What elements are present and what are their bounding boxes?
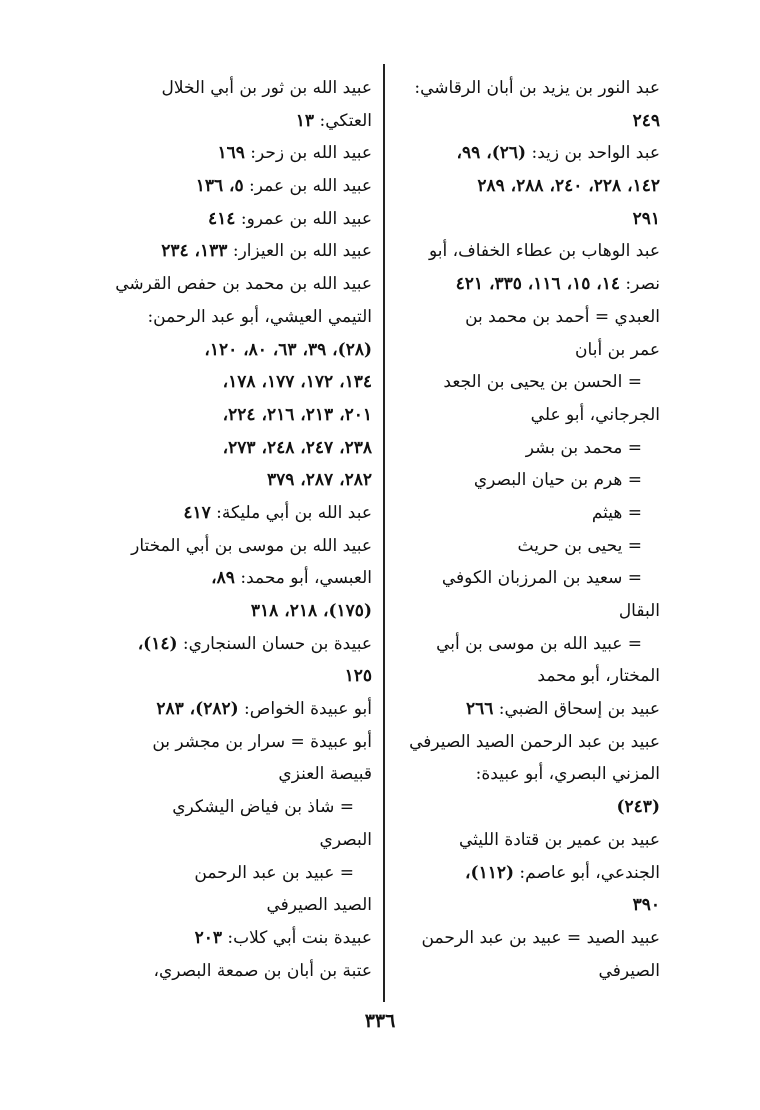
index-entry-line — [100, 366, 372, 399]
index-entry-line — [396, 889, 660, 922]
entry-page-refs: ١٤، ١٥، ١١٦، ٣٣٥، ٤٢١ — [455, 274, 620, 295]
index-entry-line — [100, 660, 372, 693]
entry-text: = سعيد بن المرزبان الكوفي — [441, 568, 642, 589]
index-entry-line — [100, 268, 372, 301]
index-entry-line — [100, 235, 372, 268]
entry-text: = شاذ بن فياض اليشكري — [172, 797, 354, 818]
entry-page-refs: (٢٨٢)، ٢٨٣ — [156, 699, 239, 720]
index-entry-line — [100, 922, 372, 955]
index-entry-line — [396, 203, 660, 236]
entry-page-refs: (١١٢)، — [465, 862, 515, 883]
index-entry-line — [100, 562, 372, 595]
index-entry-line — [100, 399, 372, 432]
index-entry-line — [396, 628, 660, 661]
index-entry-line — [100, 105, 372, 138]
entry-text: عبيد الصيد = عبيد بن عبد الرحمن — [421, 927, 660, 948]
entry-page-refs: ٤١٧ — [183, 502, 211, 523]
index-entry-line — [100, 497, 372, 530]
index-entry-line — [396, 955, 660, 988]
column-divider — [383, 64, 385, 1002]
entry-text: عمر بن أبان — [575, 339, 660, 360]
entry-page-refs: ٢٤٩ — [632, 110, 660, 131]
entry-text: = الحسن بن يحيى بن الجعد — [443, 372, 642, 393]
entry-text: العتكي: — [314, 110, 372, 131]
index-entry-line — [100, 137, 372, 170]
page-number: ٣٣٦ — [364, 1010, 396, 1032]
index-entry-line — [396, 922, 660, 955]
entry-text: عبد الله بن أبي مليكة: — [210, 502, 372, 523]
index-entry-line — [396, 497, 660, 530]
entry-page-refs: ٢٨٢، ٢٨٧، ٣٧٩ — [266, 470, 372, 491]
index-entry-line — [100, 464, 372, 497]
index-entry-line — [100, 857, 372, 890]
entry-text: عبيدة بنت أبي كلاب: — [222, 927, 372, 948]
entry-text: = هيثم — [591, 502, 642, 523]
index-entry-line — [100, 530, 372, 563]
entry-text: عبيد الله بن محمد بن حفص القرشي — [115, 274, 372, 295]
index-entry-line — [100, 203, 372, 236]
entry-text: عتبة بن أبان بن صمعة البصري، — [153, 960, 372, 981]
entry-text: عبد الواحد بن زيد: — [526, 143, 660, 164]
entry-text: التيمي العيشي، أبو عبد الرحمن: — [147, 306, 372, 327]
entry-text: = عبيد الله بن موسى بن أبي — [436, 633, 642, 654]
entry-text: البصري — [319, 829, 372, 850]
index-entry-line — [100, 595, 372, 628]
index-entry-line — [100, 301, 372, 334]
index-entry-line — [396, 72, 660, 105]
entry-page-refs: ٢٠١، ٢١٣، ٢١٦، ٢٢٤، — [222, 404, 372, 425]
entry-page-refs: ٢٩١ — [632, 208, 660, 229]
entry-text: عبد الوهاب بن عطاء الخفاف، أبو — [429, 241, 660, 262]
index-entry-line — [396, 334, 660, 367]
index-entry-line — [396, 301, 660, 334]
entry-text: = يحيى بن حريث — [517, 535, 642, 556]
entry-page-refs: ٣٩٠ — [632, 895, 660, 916]
index-entry-line — [396, 235, 660, 268]
index-entry-line — [100, 72, 372, 105]
index-entry-line — [100, 334, 372, 367]
index-entry-line — [100, 758, 372, 791]
index-entry-line — [396, 366, 660, 399]
index-entry-line — [396, 562, 660, 595]
index-entry-line — [100, 628, 372, 661]
entry-text: الجندعي، أبو عاصم: — [514, 862, 660, 883]
entry-text: قبيصة العنزي — [278, 764, 372, 785]
entry-text: الجرجاني، أبو علي — [530, 404, 660, 425]
entry-page-refs: ٨٩، — [211, 568, 235, 589]
entry-text: عبيد الله بن ثور بن أبي الخلال — [161, 78, 372, 98]
entry-text: الصيرفي — [598, 960, 660, 981]
entry-text: = محمد بن بشر — [525, 437, 642, 458]
index-entry-line — [396, 399, 660, 432]
index-entry-line — [396, 105, 660, 138]
index-entry-line — [396, 137, 660, 170]
index-entry-line — [100, 170, 372, 203]
entry-text: المزني البصري، أبو عبيدة: — [475, 764, 660, 785]
entry-page-refs: ١٣٣، ٢٣٤ — [161, 241, 228, 262]
entry-page-refs: ١٢٥ — [344, 666, 372, 687]
entry-page-refs: (٢٦)، ٩٩، — [456, 143, 527, 164]
index-entry-line — [396, 170, 660, 203]
entry-text: عبيد الله بن العيزار: — [227, 241, 372, 262]
entry-text: البقال — [618, 601, 660, 621]
entry-text: نصر: — [620, 274, 660, 295]
index-entry-line — [396, 857, 660, 890]
index-entry-line — [396, 693, 660, 726]
entry-page-refs: ١٦٩ — [217, 143, 245, 164]
index-entry-line — [100, 791, 372, 824]
index-entry-line — [100, 955, 372, 988]
entry-text: = عبيد بن عبد الرحمن — [194, 862, 354, 883]
index-entry-line — [396, 660, 660, 693]
entry-page-refs: ٤١٤ — [208, 208, 236, 229]
entry-text: عبد النور بن يزيد بن أبان الرقاشي: — [414, 78, 660, 98]
index-column-left — [100, 72, 372, 987]
entry-page-refs: (١٤)، — [137, 633, 178, 654]
index-entry-line — [396, 464, 660, 497]
index-entry-line — [100, 432, 372, 465]
index-entry-line — [396, 758, 660, 791]
entry-page-refs: (١٧٥)، ٢١٨، ٣١٨ — [250, 601, 372, 621]
entry-text: عبيد بن إسحاق الضبي: — [493, 699, 660, 720]
index-entry-line — [396, 595, 660, 628]
entry-text: الصيد الصيرفي — [266, 895, 372, 916]
entry-text: = هرم بن حيان البصري — [473, 470, 642, 491]
entry-text: أبو عبيدة = سرار بن مجشر بن — [152, 731, 372, 752]
index-entry-line — [100, 726, 372, 759]
entry-text: عبيد الله بن موسى بن أبي المختار — [131, 535, 372, 556]
entry-text: عبيد الله بن عمر: — [243, 176, 372, 197]
entry-text: العبدي = أحمد بن محمد بن — [465, 306, 660, 327]
entry-text: العبسي، أبو محمد: — [234, 568, 372, 589]
entry-text: أبو عبيدة الخواص: — [238, 699, 372, 720]
entry-page-refs: ١٣ — [295, 110, 315, 131]
index-entry-line — [396, 791, 660, 824]
entry-page-refs: ٢٣٨، ٢٤٧، ٢٤٨، ٢٧٣، — [222, 437, 372, 458]
entry-page-refs: ١٣٤، ١٧٢، ١٧٧، ١٧٨، — [222, 372, 372, 393]
entry-page-refs: (٢٨)، ٣٩، ٦٣، ٨٠، ١٢٠، — [204, 339, 372, 360]
index-entry-line — [396, 268, 660, 301]
index-entry-line — [396, 824, 660, 857]
entry-page-refs: ٢٦٦ — [465, 699, 494, 720]
entry-text: عبيد بن عبد الرحمن الصيد الصيرفي — [409, 731, 660, 752]
entry-text: عبيد الله بن زحر: — [244, 143, 372, 164]
entry-text: عبيد الله بن عمرو: — [235, 208, 372, 229]
index-entry-line — [100, 889, 372, 922]
entry-text: عبيد بن عمير بن قتادة الليثي — [458, 829, 660, 850]
index-entry-line — [100, 824, 372, 857]
index-column-right — [396, 72, 660, 987]
index-entry-line — [100, 693, 372, 726]
index-entry-line — [396, 726, 660, 759]
entry-page-refs: (٢٤٣) — [616, 797, 660, 818]
entry-page-refs: ١٤٢، ٢٢٨، ٢٤٠، ٢٨٨، ٢٨٩ — [477, 176, 660, 197]
entry-text: عبيدة بن حسان السنجاري: — [177, 633, 372, 654]
entry-text: المختار، أبو محمد — [537, 666, 660, 687]
entry-page-refs: ٥، ١٣٦ — [195, 176, 244, 197]
index-entry-line — [396, 530, 660, 563]
index-entry-line — [396, 432, 660, 465]
entry-page-refs: ٢٠٣ — [194, 927, 222, 948]
